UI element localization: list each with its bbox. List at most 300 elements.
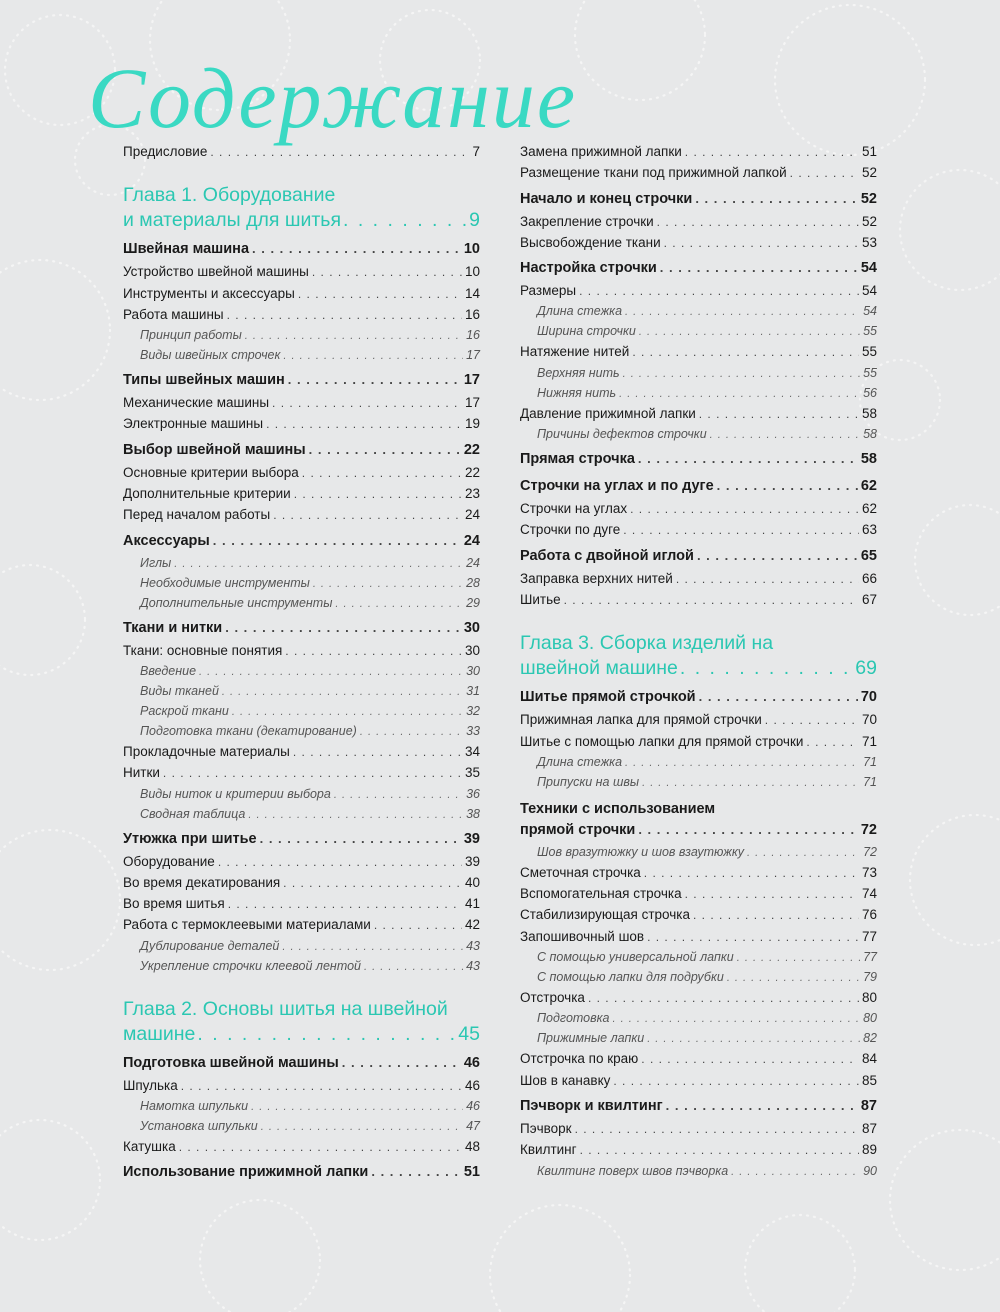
toc-entry[interactable] [520, 501, 877, 522]
dot-leader [225, 620, 461, 635]
dot-leader [632, 345, 859, 359]
toc-section-entry[interactable] [123, 1164, 480, 1187]
page-number: 42 [464, 917, 480, 933]
entry-title: Нижняя нить [537, 385, 617, 400]
dot-leader [564, 593, 859, 607]
toc-entry[interactable] [520, 712, 877, 733]
toc-chapter-heading[interactable] [123, 183, 480, 233]
dot-leader [580, 1143, 859, 1157]
dot-leader [266, 417, 462, 431]
toc-section-entry[interactable] [123, 241, 480, 264]
dot-leader [660, 260, 858, 275]
dot-leader [685, 887, 859, 901]
page-number: 30 [466, 663, 480, 678]
page-number: 71 [861, 733, 877, 749]
dot-leader [174, 558, 463, 570]
entry-title: Дополнительные инструменты [140, 595, 333, 610]
entry-title: Подготовка [537, 1011, 610, 1026]
dot-leader [647, 930, 859, 944]
page-number: 10 [463, 241, 480, 258]
page-number: 54 [863, 304, 877, 319]
dot-leader [765, 713, 859, 727]
entry-title: Квилтинг поверх швов пэчворка [537, 1163, 729, 1178]
dot-leader [210, 145, 469, 159]
page-number: 23 [464, 486, 480, 502]
toc-entry[interactable] [520, 235, 877, 256]
toc-entry[interactable] [520, 990, 877, 1011]
page-number: 87 [861, 1120, 877, 1136]
toc-section-entry[interactable] [520, 451, 877, 474]
section-title-line2: прямой строчки [520, 821, 636, 838]
toc-entry[interactable] [520, 1121, 877, 1142]
dot-leader [625, 757, 860, 769]
entry-title: Строчки по дуге [520, 522, 621, 538]
dot-leader [638, 822, 858, 837]
page-number: 31 [466, 683, 480, 698]
toc-section-entry[interactable] [520, 801, 877, 845]
toc-subentry[interactable] [123, 684, 480, 704]
page-number: 54 [861, 283, 877, 299]
dot-leader [644, 866, 859, 880]
toc-entry[interactable] [123, 896, 480, 917]
page-number: 66 [861, 570, 877, 586]
entry-title: Размеры [520, 283, 577, 299]
dot-leader [685, 145, 859, 159]
toc-entry[interactable] [123, 854, 480, 875]
chapter-page-number: 45 [458, 1022, 480, 1045]
dot-leader [737, 952, 860, 964]
page-number: 10 [464, 264, 480, 280]
dot-leader [579, 284, 859, 298]
page-number: 58 [861, 405, 877, 421]
dot-leader [342, 1055, 461, 1070]
entry-title: Сводная таблица [140, 806, 246, 821]
page-number: 30 [464, 642, 480, 658]
toc-entry[interactable] [520, 571, 877, 592]
toc-subentry[interactable] [520, 366, 877, 386]
toc-entry[interactable] [123, 875, 480, 896]
toc-subentry[interactable] [123, 1119, 480, 1139]
toc-subentry[interactable] [123, 959, 480, 979]
dot-leader [283, 876, 462, 890]
toc-chapter-heading[interactable] [520, 631, 877, 681]
page-number: 17 [464, 395, 480, 411]
page-number: 47 [466, 1119, 480, 1134]
toc-entry[interactable] [123, 765, 480, 786]
dot-leader [222, 686, 463, 698]
toc-subentry[interactable] [520, 1164, 877, 1184]
toc-entry[interactable] [520, 1051, 877, 1072]
page-number: 89 [861, 1142, 877, 1158]
page-number: 62 [861, 501, 877, 517]
entry-title: Вспомогательная строчка [520, 886, 682, 902]
toc-subentry[interactable] [520, 775, 877, 795]
entry-title: Ширина строчки [537, 324, 636, 339]
page-number: 82 [863, 1031, 877, 1046]
entry-title: Дублирование деталей [140, 938, 280, 953]
toc-subentry[interactable] [520, 970, 877, 990]
toc-entry[interactable] [520, 929, 877, 950]
page-number: 52 [861, 165, 877, 181]
toc-subentry[interactable] [123, 724, 480, 744]
dot-leader [252, 241, 461, 256]
dot-leader [282, 941, 463, 953]
toc-entry[interactable] [520, 214, 877, 235]
entry-title: Замена прижимной лапки [520, 144, 682, 159]
dot-leader [218, 855, 462, 869]
page-number: 85 [861, 1072, 877, 1088]
entry-title: Аксессуары [123, 532, 210, 549]
dot-leader [360, 726, 463, 738]
toc-entry[interactable] [520, 344, 877, 365]
toc-subentry[interactable] [123, 576, 480, 596]
page-number: 70 [860, 689, 877, 706]
entry-title: Квилтинг [520, 1142, 577, 1158]
entry-title: Стабилизирующая строчка [520, 907, 691, 923]
toc-section-entry[interactable] [123, 533, 480, 556]
toc-entry[interactable] [123, 307, 480, 328]
dot-leader [213, 533, 461, 548]
page-number: 87 [860, 1097, 877, 1114]
toc-section-entry[interactable] [520, 191, 877, 214]
dot-leader [623, 368, 860, 380]
entry-title: Во время шитья [123, 896, 225, 912]
toc-entry[interactable] [123, 643, 480, 664]
entry-title: Пэчворк и квилтинг [520, 1097, 663, 1114]
entry-title: Использование прижимной лапки [123, 1164, 369, 1181]
entry-title: Запошивочный шов [520, 928, 645, 944]
dot-leader [588, 991, 859, 1005]
toc-section-entry[interactable] [123, 1055, 480, 1078]
toc-entry[interactable] [123, 917, 480, 938]
chapter-page-number: 69 [855, 657, 877, 680]
toc-section-entry[interactable] [123, 831, 480, 854]
entry-title: Работа с термоклеевыми материалами [123, 917, 371, 933]
dot-leader [261, 1121, 463, 1133]
dot-leader [647, 1033, 860, 1045]
page-number: 84 [861, 1051, 877, 1067]
chapter-title-line1: Глава 3. Сборка изделий на [520, 632, 774, 655]
entry-title: Настройка строчки [520, 260, 657, 277]
entry-title: Раскрой ткани [140, 703, 229, 718]
dot-leader [666, 1098, 858, 1113]
entry-title: Сметочная строчка [520, 864, 641, 880]
entry-title: Отстрочка по краю [520, 1051, 639, 1067]
entry-title: Катушка [123, 1139, 176, 1155]
page-number: 7 [472, 144, 480, 159]
entry-title: Верхняя нить [537, 365, 620, 380]
entry-title: Во время декатирования [123, 874, 281, 890]
page-number: 51 [861, 144, 877, 159]
toc-entry[interactable] [520, 886, 877, 907]
page-number: 34 [464, 743, 480, 759]
dot-leader [371, 1164, 461, 1179]
page-number: 16 [466, 328, 480, 343]
page-number: 39 [464, 853, 480, 869]
entry-title: Электронные машины [123, 416, 264, 432]
toc-subentry[interactable] [123, 704, 480, 724]
page-number: 55 [863, 324, 877, 339]
page-number: 29 [466, 595, 480, 610]
page-number: 48 [464, 1139, 480, 1155]
entry-title: Длина стежка [537, 304, 623, 319]
dot-leader [227, 308, 462, 322]
toc-chapter-heading[interactable] [123, 997, 480, 1047]
dot-leader [312, 265, 462, 279]
dot-leader [790, 166, 859, 180]
toc-subentry[interactable] [520, 304, 877, 324]
page-number: 71 [863, 754, 877, 769]
toc-subentry[interactable] [520, 755, 877, 775]
toc-entry[interactable] [123, 286, 480, 307]
dot-leader [313, 578, 463, 590]
entry-title: Инструменты и аксессуары [123, 285, 295, 301]
dot-leader [693, 908, 859, 922]
dot-leader [699, 689, 858, 704]
toc-subentry[interactable] [520, 386, 877, 406]
toc-right-column [520, 144, 877, 1184]
toc-subentry[interactable] [123, 787, 480, 807]
section-title-line1: Техники с использованием [520, 800, 716, 817]
entry-title: Высвобождение ткани [520, 234, 661, 250]
page-number: 79 [863, 970, 877, 985]
dot-leader [294, 487, 462, 501]
toc-entry[interactable] [123, 465, 480, 486]
dot-leader [664, 236, 859, 250]
dot-leader [251, 1101, 463, 1113]
entry-title: Заправка верхних нитей [520, 570, 673, 586]
toc-subentry[interactable] [123, 348, 480, 368]
chapter-title-line1: Глава 1. Оборудование [123, 184, 336, 207]
page-number: 41 [464, 896, 480, 912]
entry-title: Виды тканей [140, 683, 219, 698]
toc-section-entry[interactable] [123, 372, 480, 395]
dot-leader [302, 466, 462, 480]
toc-section-entry[interactable] [123, 620, 480, 643]
dot-leader [657, 215, 859, 229]
page-number: 33 [466, 723, 480, 738]
toc-subentry[interactable] [123, 664, 480, 684]
entry-title: Оборудование [123, 853, 215, 869]
page-number: 39 [463, 830, 480, 847]
dot-leader [623, 523, 859, 537]
page-number: 52 [861, 213, 877, 229]
page-title: Содержание [88, 50, 578, 146]
toc-entry[interactable] [123, 264, 480, 285]
page-number: 52 [860, 190, 877, 207]
toc-subentry[interactable] [123, 328, 480, 348]
dot-leader [309, 442, 461, 457]
entry-title: Ткани: основные понятия [123, 642, 283, 658]
toc-entry[interactable] [123, 416, 480, 437]
page-number: 80 [861, 990, 877, 1006]
dot-leader [163, 766, 462, 780]
dot-leader [335, 598, 463, 610]
page-number: 43 [466, 938, 480, 953]
page-number: 32 [466, 703, 480, 718]
entry-title: Укрепление строчки клеевой лентой [140, 958, 361, 973]
dot-leader [260, 831, 461, 846]
toc-subentry[interactable] [520, 324, 877, 344]
toc-entry[interactable] [123, 1139, 480, 1160]
entry-title: Иглы [140, 555, 172, 570]
toc-section-entry[interactable] [520, 548, 877, 571]
entry-title: Работа машины [123, 306, 224, 322]
page-number: 55 [863, 365, 877, 380]
entry-title: Предисловие [123, 144, 208, 159]
page-number: 24 [466, 555, 480, 570]
page-number: 90 [863, 1163, 877, 1178]
entry-title: Работа с двойной иглой [520, 547, 694, 564]
entry-title: Подготовка швейной машины [123, 1054, 339, 1071]
page-number: 63 [861, 522, 877, 538]
toc-subentry[interactable] [123, 596, 480, 616]
toc-entry[interactable] [123, 395, 480, 416]
entry-title: Подготовка ткани (декатирование) [140, 723, 357, 738]
page-number: 77 [863, 950, 877, 965]
page-number: 54 [860, 260, 877, 277]
toc-subentry[interactable] [520, 1031, 877, 1051]
dot-leader [179, 1140, 462, 1154]
page-number: 80 [863, 1011, 877, 1026]
entry-title: Шпулька [123, 1077, 178, 1093]
chapter-title-line1: Глава 2. Основы шитья на швейной [123, 997, 448, 1020]
toc-subentry[interactable] [123, 556, 480, 576]
page-number: 55 [861, 344, 877, 360]
page-number: 24 [464, 507, 480, 523]
page-number: 74 [861, 886, 877, 902]
page-number: 53 [861, 234, 877, 250]
toc-entry[interactable] [123, 1078, 480, 1099]
page-number: 72 [860, 821, 877, 838]
dot-leader [248, 809, 463, 821]
toc-subentry[interactable] [123, 807, 480, 827]
dot-leader [181, 1079, 462, 1093]
toc-subentry[interactable] [520, 1011, 877, 1031]
page-number: 71 [863, 774, 877, 789]
dot-leader [699, 407, 859, 421]
dot-leader [619, 388, 860, 400]
page-number: 24 [463, 532, 480, 549]
entry-title: Шов вразутюжку и шов взаутюжку [537, 844, 745, 859]
toc-section-entry[interactable] [520, 260, 877, 283]
entry-title: Намотка шпульки [140, 1099, 249, 1114]
entry-title: Прижимная лапка для прямой строчки [520, 712, 762, 728]
entry-title: Типы швейных машин [123, 372, 285, 389]
toc-subentry[interactable] [520, 427, 877, 447]
toc-entry[interactable] [520, 907, 877, 928]
entry-title: Утюжка при шитье [123, 830, 257, 847]
dot-leader [638, 451, 858, 466]
toc-entry[interactable] [520, 406, 877, 427]
entry-title: Шитье [520, 591, 561, 607]
entry-title: Дополнительные критерии [123, 486, 291, 502]
dot-leader [641, 1052, 859, 1066]
page-number: 65 [860, 547, 877, 564]
page-number: 67 [861, 591, 877, 607]
page-number: 62 [860, 478, 877, 495]
entry-title: Натяжение нитей [520, 344, 630, 360]
toc-entry[interactable] [520, 165, 877, 186]
toc-entry[interactable] [520, 734, 877, 755]
chapter-page-number: 9 [469, 209, 480, 232]
entry-title: Выбор швейной машины [123, 441, 306, 458]
entry-title: Длина стежка [537, 754, 623, 769]
entry-title: Размещение ткани под прижимной лапкой [520, 165, 787, 181]
toc-subentry[interactable] [520, 950, 877, 970]
entry-title: Шитье прямой строчкой [520, 689, 696, 706]
toc-section-entry[interactable] [520, 689, 877, 712]
entry-title: Перед началом работы [123, 507, 271, 523]
toc-subentry[interactable] [520, 845, 877, 865]
entry-title: С помощью лапки для подрубки [537, 970, 724, 985]
page-number: 22 [463, 441, 480, 458]
dot-leader [374, 918, 462, 932]
dot-leader [695, 191, 858, 206]
entry-title: Введение [140, 663, 197, 678]
page-number: 36 [466, 786, 480, 801]
toc-entry[interactable] [520, 1142, 877, 1163]
entry-title: Прокладочные материалы [123, 743, 290, 759]
toc-entry[interactable] [520, 592, 877, 613]
entry-title: С помощью универсальной лапки [537, 950, 734, 965]
page-number: 70 [861, 712, 877, 728]
page-number: 28 [466, 575, 480, 590]
toc-entry[interactable] [520, 1073, 877, 1094]
entry-title: Механические машины [123, 395, 270, 411]
toc-entry[interactable] [123, 744, 480, 765]
page-number: 46 [466, 1099, 480, 1114]
page-number: 38 [466, 806, 480, 821]
entry-title: Принцип работы [140, 328, 242, 343]
toc-entry[interactable] [123, 507, 480, 528]
toc-section-entry[interactable] [123, 442, 480, 465]
entry-title: Шов в канавку [520, 1072, 611, 1088]
toc-entry[interactable] [520, 283, 877, 304]
entry-title: Виды швейных строчек [140, 348, 281, 363]
dot-leader [228, 897, 462, 911]
dot-leader [747, 847, 860, 859]
entry-title: Отстрочка [520, 990, 585, 1006]
page-number: 46 [463, 1054, 480, 1071]
page-number: 77 [861, 928, 877, 944]
toc-section-entry[interactable] [520, 478, 877, 501]
toc-subentry[interactable] [123, 1099, 480, 1119]
toc-entry[interactable] [123, 144, 480, 165]
page-number: 17 [466, 348, 480, 363]
chapter-title-line2: и материалы для шитья [123, 209, 342, 232]
toc-entry[interactable] [520, 522, 877, 543]
page-number: 14 [464, 285, 480, 301]
toc-entry[interactable] [123, 486, 480, 507]
dot-leader [710, 429, 860, 441]
entry-title: Нитки [123, 765, 160, 781]
toc-section-entry[interactable] [520, 1098, 877, 1121]
toc-entry[interactable] [520, 144, 877, 165]
page-number: 16 [464, 306, 480, 322]
dot-leader [285, 644, 462, 658]
dot-leader [676, 572, 859, 586]
entry-title: Строчки на углах [520, 501, 628, 517]
toc-subentry[interactable] [123, 939, 480, 959]
page-number: 22 [464, 464, 480, 480]
toc-entry[interactable] [520, 865, 877, 886]
toc-left-column [123, 144, 480, 1187]
entry-title: Основные критерии выбора [123, 464, 299, 480]
dot-leader [199, 666, 463, 678]
entry-title: Необходимые инструменты [140, 575, 310, 590]
page-number: 30 [463, 619, 480, 636]
